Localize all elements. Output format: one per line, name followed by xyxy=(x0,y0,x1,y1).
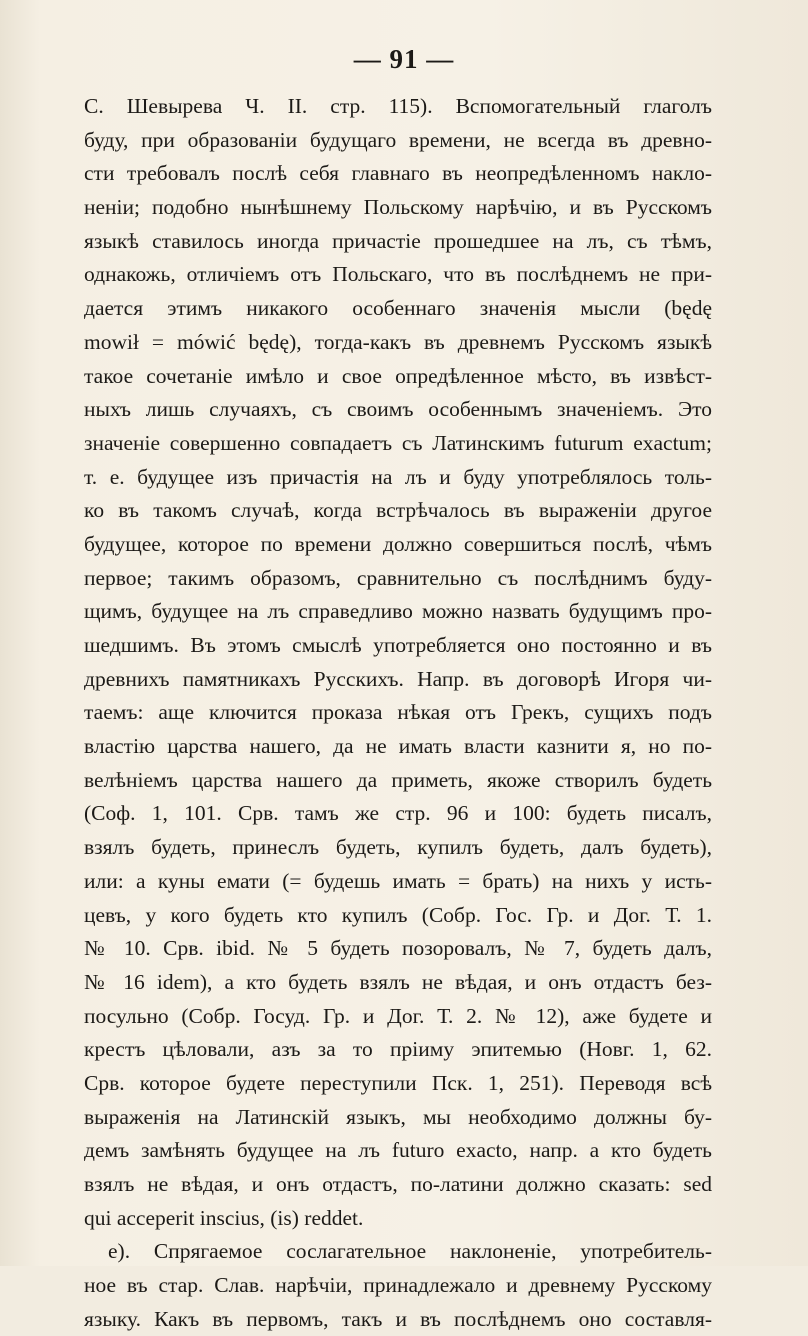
text-line: такое сочетаніе имѣло и свое опредѣленное мѣсто, въ извѣст- xyxy=(84,363,712,388)
text-line: однакожь, отличіемъ отъ Польскаго, что въ послѣднемъ не при- xyxy=(84,262,712,287)
text-line: таемъ: аще ключится проказа нѣкая отъ Грекъ, сущихъ подъ xyxy=(84,700,712,725)
text-line: языку. Какъ въ первомъ, такъ и въ послѣднемъ оно составля- xyxy=(84,1306,712,1331)
text-line: посульно (Собр. Госуд. Гр. и Дог. Т. 2. № 12), аже будете и xyxy=(84,1003,712,1028)
text-line: qui acceperit inscius, (is) reddet. xyxy=(84,1205,364,1230)
text-line: древнихъ памятникахъ Русскихъ. Напр. въ договорѣ Игоря чи- xyxy=(84,666,712,691)
text-line: шедшимъ. Въ этомъ смыслѣ употребляется оно постоянно и въ xyxy=(84,633,712,657)
body-text xyxy=(84,90,712,1336)
text-line: первое; такимъ образомъ, сравнительно съ послѣднимъ буду- xyxy=(84,565,712,590)
text-line: № 16 idem), а кто будеть взялъ не вѣдая, и онъ отдастъ без- xyxy=(84,969,712,994)
text-line: (Соф. 1, 101. Срв. тамъ же стр. 96 и 100: будеть писалъ, xyxy=(84,801,712,826)
text-line: неніи; подобно нынѣшнему Польскому нарѣчію, и въ Русскомъ xyxy=(84,195,712,220)
text-line: ное въ стар. Слав. нарѣчіи, принадлежало и древнему Русскому xyxy=(84,1273,712,1298)
text-line: значеніе совершенно совпадаетъ съ Латинскимъ futurum exactum; xyxy=(84,430,712,455)
text-line: выраженія на Латинскій языкъ, мы необходимо должны бу- xyxy=(84,1104,712,1129)
text-line: ныхъ лишь случаяхъ, съ своимъ особеннымъ значеніемъ. Это xyxy=(84,397,712,422)
text-line: е). Спрягаемое сослагательное наклоненіе, употребитель- xyxy=(108,1239,712,1264)
page-number: — 91 — xyxy=(353,44,455,74)
text-line: взялъ не вѣдая, и онъ отдастъ, по-латини должно сказать: sed xyxy=(84,1172,712,1196)
text-line: буду, при образованіи будущаго времени, не всегда въ древно- xyxy=(84,127,712,152)
text-line: сти требовалъ послѣ себя главнаго въ неопредѣленномъ накло- xyxy=(84,161,712,186)
paragraph-1 xyxy=(84,90,712,1235)
text-line: взялъ будеть, принеслъ будеть, купилъ будеть, далъ будеть), xyxy=(84,835,712,860)
text-line: языкѣ ставилось иногда причастіе прошедшее на лъ, съ тѣмъ, xyxy=(84,228,712,253)
text-line: будущее, которое по времени должно совершиться послѣ, чѣмъ xyxy=(84,531,712,556)
text-line: цевъ, у кого будеть кто купилъ (Собр. Гос. Гр. и Дог. Т. 1. xyxy=(84,902,712,927)
text-line: Срв. которое будете переступили Пск. 1, 251). Переводя всѣ xyxy=(84,1070,712,1095)
text-line: крестъ цѣловали, азъ за то прiиму эпитемью (Новг. 1, 62. xyxy=(84,1037,712,1062)
text-line: демъ замѣнять будущее на лъ futuro exacto, напр. а кто будеть xyxy=(84,1138,712,1163)
text-line: mowił = mówić będę), тогда-какъ въ древнемъ Русскомъ языкѣ xyxy=(84,329,712,354)
text-line: № 10. Срв. ibid. № 5 будеть позоровалъ, № 7, будеть далъ, xyxy=(84,936,712,961)
text-line: С. Шевырева Ч. II. стр. 115). Вспомогательный глаголъ xyxy=(84,94,712,118)
text-line: властію царства нашего, да не имать власти казнити я, но по- xyxy=(84,734,712,759)
text-line: т. е. будущее изъ причастія на лъ и буду употреблялось толь- xyxy=(84,464,712,489)
text-line: щимъ, будущее на лъ справедливо можно назвать будущимъ про- xyxy=(84,599,712,624)
paragraph-2 xyxy=(84,1235,712,1336)
text-line: ко въ такомъ случаѣ, когда встрѣчалось въ выраженіи другое xyxy=(84,498,712,523)
text-line: велѣніемъ царства нашего да приметь, якоже створилъ будеть xyxy=(84,767,712,792)
text-line: или: а куны емати (= будешь имать = брать) на нихъ у исть- xyxy=(84,868,712,893)
text-line: дается этимъ никакого особеннаго значенія мысли (będę xyxy=(84,296,712,321)
